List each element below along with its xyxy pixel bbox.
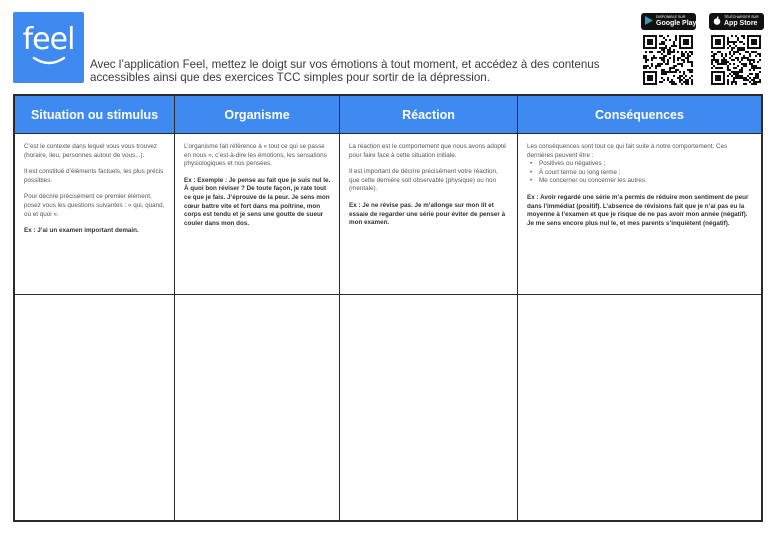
header-situation: Situation ou stimulus (15, 96, 175, 134)
header-reaction: Réaction (340, 96, 518, 134)
list-item: • Me concerner ou concerner les autres. (527, 177, 753, 186)
google-badge-name: Google Play (656, 19, 697, 27)
situation-paragraph: Il est constitué d’éléments factuels, les plus précis possibles. (24, 168, 164, 184)
smile-icon (31, 56, 67, 66)
logo-wordmark: feel (22, 22, 75, 57)
app-store-qr-code (711, 35, 761, 85)
google-play-qr-code (643, 35, 693, 85)
situation-example: Ex : J’ai un examen important demain. (24, 227, 139, 235)
google-play-badge[interactable] (641, 13, 696, 30)
reaction-paragraph: Il est important de décrire précisément votre réaction, que cette dernière soit observable (physique) ou non (mentale). (349, 168, 498, 193)
list-item: • Positives ou négatives ; (527, 160, 753, 169)
organisme-example: Ex : Exemple : Je pense au fait que je suis nul le. À quoi bon réviser ? De toute façon, je rate tout ce que je fais. J’éprouve de la peur. Je sens mon cœur battre vite et fort dans ma poitrine, mon corps est tendu et je sens une goutte de sueur couler dans mon dos. (184, 176, 331, 227)
consequences-list (527, 160, 753, 186)
situation-paragraph: Pour décrire précisément ce premier élément, posez vous les questions suivantes : « qui, quand, où et quoi ». (24, 193, 165, 218)
organisme-input-area[interactable] (175, 295, 340, 520)
apple-badge-name: App Store (724, 19, 758, 27)
reaction-paragraph: La réaction est le comportement que nous avons adopté pour faire face à cette situation initiale. (349, 143, 507, 159)
apple-badge-small: TÉLÉCHARGER SUR (724, 15, 759, 20)
apple-icon (713, 16, 721, 27)
reaction-description (340, 134, 518, 295)
list-item: • À court terme ou long terme ; (527, 169, 753, 178)
situation-paragraph: C’est le contexte dans lequel vous vous trouvez (horaire, lieu, personnes autour de vous...). (24, 143, 158, 159)
organisme-paragraph: L’organisme fait référence à « tout ce qui se passe en nous », c’est-à-dire les émotions, les sensations physiologiques et nos pensées. (184, 143, 327, 168)
google-badge-small: DISPONIBLE SUR (656, 15, 686, 20)
app-store-badge[interactable] (709, 13, 764, 30)
header-consequences: Conséquences (518, 96, 761, 134)
consequences-input-area[interactable] (518, 295, 761, 520)
organisme-description (175, 134, 340, 295)
consequences-intro: Les conséquences sont tout ce qui fait suite à notre comportement. Ces dernières peuvent être : (527, 143, 728, 159)
feel-logo (13, 12, 84, 83)
header-organisme: Organisme (175, 96, 340, 134)
situation-description (15, 134, 175, 295)
intro-text: Avec l’application Feel, mettez le doigt sur vos émotions à tout moment, et accédez à des contenus accessibles ainsi que des exercices TCC simples pour sortir de la dépression. (90, 58, 600, 84)
consequences-description (518, 134, 761, 295)
situation-input-area[interactable] (15, 295, 175, 520)
google-play-icon (645, 16, 653, 27)
reaction-example: Ex : Je ne révise pas. Je m’allonge sur mon lit et essaie de regarder une série pour éviter de penser à mon examen. (349, 201, 506, 227)
consequences-example: Ex : Avoir regardé une série m’a permis de réduire mon sentiment de peur dans l’immédiat (positif). L’absence de révisions fait que je n’ai pas eu la moyenne à l’examen et que je risque de ne pas avoir mon année (négatif). Je me sens encore plus nul le, et mes parents s’inquiètent (négatif). (527, 193, 749, 227)
reaction-input-area[interactable] (340, 295, 518, 520)
stimulus-organism-response-table (13, 94, 763, 522)
